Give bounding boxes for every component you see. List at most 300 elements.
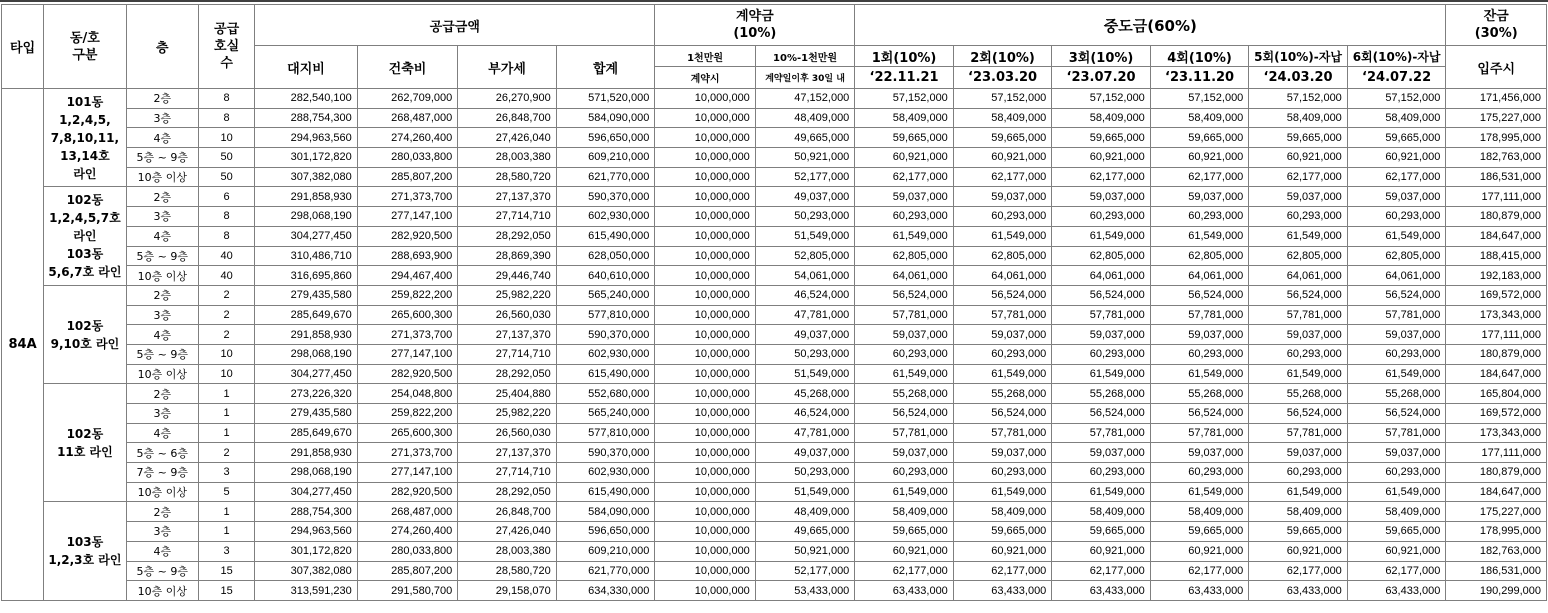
group-label: 101동 1,2,4,5, 7,8,10,11, 13,14호 라인	[44, 89, 126, 187]
table-row	[2, 502, 1547, 522]
col-m3: 3회(10%)	[1052, 46, 1151, 67]
deposit1-cell: 10,000,000	[655, 482, 756, 502]
land-cell: 316,695,860	[255, 266, 358, 286]
deposit2-cell: 46,524,000	[755, 285, 855, 305]
balance-cell: 186,531,000	[1446, 167, 1547, 187]
middle4-cell: 58,409,000	[1150, 108, 1249, 128]
total-cell: 628,050,000	[556, 246, 655, 266]
table-row	[2, 305, 1547, 325]
deposit2-cell: 49,665,000	[755, 522, 855, 542]
middle1-cell: 60,921,000	[855, 148, 954, 168]
group-label: 102동 1,2,4,5,7호 라인 103동 5,6,7호 라인	[44, 187, 126, 285]
land-cell: 304,277,450	[255, 364, 358, 384]
deposit1-cell: 10,000,000	[655, 502, 756, 522]
col-m1: 1회(10%)	[855, 46, 954, 67]
middle3-cell: 56,524,000	[1052, 404, 1151, 424]
table-header	[2, 5, 1547, 89]
table-row	[2, 285, 1547, 305]
middle3-cell: 60,921,000	[1052, 148, 1151, 168]
middle6-cell: 61,549,000	[1347, 226, 1446, 246]
units-cell: 3	[198, 463, 254, 483]
units-cell: 2	[198, 285, 254, 305]
total-cell: 602,930,000	[556, 344, 655, 364]
middle4-cell: 57,781,000	[1150, 423, 1249, 443]
total-cell: 596,650,000	[556, 128, 655, 148]
middle3-cell: 59,665,000	[1052, 128, 1151, 148]
middle1-cell: 61,549,000	[855, 226, 954, 246]
middle4-cell: 56,524,000	[1150, 285, 1249, 305]
units-cell: 40	[198, 266, 254, 286]
deposit1-cell: 10,000,000	[655, 404, 756, 424]
floor-cell: 3층	[126, 207, 198, 227]
balance-cell: 192,183,000	[1446, 266, 1547, 286]
total-cell: 584,090,000	[556, 108, 655, 128]
table-row	[2, 325, 1547, 345]
col-type: 타입	[2, 5, 44, 89]
deposit1-cell: 10,000,000	[655, 226, 756, 246]
middle1-cell: 63,433,000	[855, 581, 954, 601]
table-row	[2, 541, 1547, 561]
col-supply: 공급금액	[255, 5, 655, 46]
middle2-cell: 59,665,000	[953, 128, 1052, 148]
balance-cell: 184,647,000	[1446, 364, 1547, 384]
middle5-cell: 57,781,000	[1249, 305, 1348, 325]
table-row	[2, 581, 1547, 601]
land-cell: 301,172,820	[255, 541, 358, 561]
deposit1-cell: 10,000,000	[655, 89, 756, 109]
balance-cell: 177,111,000	[1446, 325, 1547, 345]
deposit1-cell: 10,000,000	[655, 325, 756, 345]
middle6-cell: 61,549,000	[1347, 482, 1446, 502]
middle5-cell: 59,037,000	[1249, 443, 1348, 463]
table-row	[2, 148, 1547, 168]
deposit2-cell: 52,805,000	[755, 246, 855, 266]
middle5-cell: 57,781,000	[1249, 423, 1348, 443]
middle2-cell: 61,549,000	[953, 364, 1052, 384]
balance-cell: 175,227,000	[1446, 108, 1547, 128]
units-cell: 8	[198, 108, 254, 128]
floor-cell: 5층 ~ 9층	[126, 246, 198, 266]
balance-cell: 180,879,000	[1446, 344, 1547, 364]
floor-cell: 4층	[126, 325, 198, 345]
middle4-cell: 62,177,000	[1150, 167, 1249, 187]
deposit2-cell: 50,293,000	[755, 344, 855, 364]
middle2-cell: 60,293,000	[953, 463, 1052, 483]
balance-cell: 177,111,000	[1446, 187, 1547, 207]
middle5-cell: 60,921,000	[1249, 541, 1348, 561]
deposit1-cell: 10,000,000	[655, 108, 756, 128]
deposit2-cell: 51,549,000	[755, 482, 855, 502]
balance-cell: 177,111,000	[1446, 443, 1547, 463]
floor-cell: 4층	[126, 226, 198, 246]
balance-cell: 190,299,000	[1446, 581, 1547, 601]
total-cell: 577,810,000	[556, 305, 655, 325]
land-cell: 298,068,190	[255, 207, 358, 227]
building-cell: 277,147,100	[357, 344, 458, 364]
deposit2-cell: 49,665,000	[755, 128, 855, 148]
floor-cell: 10층 이상	[126, 266, 198, 286]
units-cell: 15	[198, 561, 254, 581]
vat-cell: 26,270,900	[458, 89, 557, 109]
middle6-cell: 59,037,000	[1347, 325, 1446, 345]
middle4-cell: 59,665,000	[1150, 128, 1249, 148]
middle3-cell: 61,549,000	[1052, 226, 1151, 246]
units-cell: 3	[198, 541, 254, 561]
middle6-cell: 57,781,000	[1347, 423, 1446, 443]
middle2-cell: 59,665,000	[953, 522, 1052, 542]
middle4-cell: 62,177,000	[1150, 561, 1249, 581]
middle2-cell: 60,921,000	[953, 541, 1052, 561]
middle4-cell: 59,665,000	[1150, 522, 1249, 542]
col-deposit: 계약금 (10%)	[655, 5, 855, 46]
table-row	[2, 423, 1547, 443]
floor-cell: 2층	[126, 89, 198, 109]
col-m2: 2회(10%)	[953, 46, 1052, 67]
units-cell: 40	[198, 246, 254, 266]
col-vat: 부가세	[458, 46, 557, 89]
land-cell: 291,858,930	[255, 325, 358, 345]
table-row	[2, 561, 1547, 581]
middle2-cell: 60,293,000	[953, 207, 1052, 227]
units-cell: 8	[198, 89, 254, 109]
building-cell: 280,033,800	[357, 148, 458, 168]
col-deposit-1: 1천만원	[655, 46, 756, 67]
deposit2-cell: 48,409,000	[755, 502, 855, 522]
middle2-cell: 59,037,000	[953, 325, 1052, 345]
middle6-cell: 55,268,000	[1347, 384, 1446, 404]
middle3-cell: 60,921,000	[1052, 541, 1151, 561]
land-cell: 291,858,930	[255, 443, 358, 463]
deposit2-cell: 52,177,000	[755, 561, 855, 581]
middle2-cell: 57,781,000	[953, 423, 1052, 443]
building-cell: 271,373,700	[357, 187, 458, 207]
middle6-cell: 60,293,000	[1347, 207, 1446, 227]
vat-cell: 28,292,050	[458, 364, 557, 384]
balance-cell: 184,647,000	[1446, 226, 1547, 246]
floor-cell: 3층	[126, 404, 198, 424]
deposit1-cell: 10,000,000	[655, 541, 756, 561]
middle1-cell: 61,549,000	[855, 482, 954, 502]
col-m6: 6회(10%)-자납	[1347, 46, 1446, 67]
middle6-cell: 60,921,000	[1347, 541, 1446, 561]
middle4-cell: 60,293,000	[1150, 207, 1249, 227]
deposit1-cell: 10,000,000	[655, 246, 756, 266]
middle1-cell: 56,524,000	[855, 404, 954, 424]
middle1-cell: 57,781,000	[855, 305, 954, 325]
total-cell: 621,770,000	[556, 561, 655, 581]
col-m1-date: ‘22.11.21	[855, 67, 954, 89]
middle1-cell: 59,037,000	[855, 187, 954, 207]
total-cell: 634,330,000	[556, 581, 655, 601]
deposit2-cell: 50,293,000	[755, 463, 855, 483]
col-middle: 중도금(60%)	[855, 5, 1446, 46]
floor-cell: 3층	[126, 522, 198, 542]
land-cell: 294,963,560	[255, 128, 358, 148]
units-cell: 10	[198, 344, 254, 364]
vat-cell: 25,982,220	[458, 404, 557, 424]
col-deposit-2-when: 계약일이후 30일 내	[755, 67, 855, 89]
middle6-cell: 60,293,000	[1347, 463, 1446, 483]
middle2-cell: 63,433,000	[953, 581, 1052, 601]
middle2-cell: 57,152,000	[953, 89, 1052, 109]
building-cell: 265,600,300	[357, 423, 458, 443]
land-cell: 301,172,820	[255, 148, 358, 168]
land-cell: 288,754,300	[255, 502, 358, 522]
col-balance: 잔금 (30%)	[1446, 5, 1547, 46]
land-cell: 285,649,670	[255, 305, 358, 325]
middle2-cell: 57,781,000	[953, 305, 1052, 325]
land-cell: 298,068,190	[255, 463, 358, 483]
floor-cell: 2층	[126, 285, 198, 305]
deposit1-cell: 10,000,000	[655, 364, 756, 384]
middle3-cell: 59,665,000	[1052, 522, 1151, 542]
middle1-cell: 56,524,000	[855, 285, 954, 305]
col-deposit-2: 10%-1천만원	[755, 46, 855, 67]
middle3-cell: 62,177,000	[1052, 561, 1151, 581]
col-m4-date: ‘23.11.20	[1150, 67, 1249, 89]
middle4-cell: 61,549,000	[1150, 482, 1249, 502]
middle5-cell: 62,177,000	[1249, 561, 1348, 581]
middle2-cell: 61,549,000	[953, 226, 1052, 246]
deposit1-cell: 10,000,000	[655, 266, 756, 286]
table-row	[2, 404, 1547, 424]
table-row	[2, 522, 1547, 542]
middle5-cell: 60,293,000	[1249, 207, 1348, 227]
balance-cell: 186,531,000	[1446, 561, 1547, 581]
floor-cell: 10층 이상	[126, 482, 198, 502]
building-cell: 268,487,000	[357, 502, 458, 522]
col-floor: 층	[126, 5, 198, 89]
middle5-cell: 61,549,000	[1249, 364, 1348, 384]
units-cell: 1	[198, 502, 254, 522]
middle2-cell: 58,409,000	[953, 108, 1052, 128]
floor-cell: 10층 이상	[126, 581, 198, 601]
middle6-cell: 57,781,000	[1347, 305, 1446, 325]
deposit1-cell: 10,000,000	[655, 443, 756, 463]
middle6-cell: 60,293,000	[1347, 344, 1446, 364]
balance-cell: 171,456,000	[1446, 89, 1547, 109]
units-cell: 2	[198, 443, 254, 463]
land-cell: 313,591,230	[255, 581, 358, 601]
middle5-cell: 62,805,000	[1249, 246, 1348, 266]
middle1-cell: 58,409,000	[855, 502, 954, 522]
building-cell: 282,920,500	[357, 482, 458, 502]
balance-cell: 184,647,000	[1446, 482, 1547, 502]
middle1-cell: 57,781,000	[855, 423, 954, 443]
building-cell: 274,260,400	[357, 128, 458, 148]
building-cell: 271,373,700	[357, 443, 458, 463]
middle5-cell: 59,037,000	[1249, 187, 1348, 207]
middle6-cell: 59,665,000	[1347, 128, 1446, 148]
middle6-cell: 58,409,000	[1347, 108, 1446, 128]
vat-cell: 26,560,030	[458, 305, 557, 325]
units-cell: 50	[198, 167, 254, 187]
middle6-cell: 62,177,000	[1347, 167, 1446, 187]
total-cell: 602,930,000	[556, 207, 655, 227]
middle6-cell: 56,524,000	[1347, 285, 1446, 305]
vat-cell: 29,158,070	[458, 581, 557, 601]
group-label: 103동 1,2,3호 라인	[44, 502, 126, 600]
deposit1-cell: 10,000,000	[655, 167, 756, 187]
land-cell: 282,540,100	[255, 89, 358, 109]
total-cell: 590,370,000	[556, 325, 655, 345]
deposit2-cell: 53,433,000	[755, 581, 855, 601]
middle3-cell: 58,409,000	[1052, 108, 1151, 128]
middle5-cell: 60,293,000	[1249, 463, 1348, 483]
land-cell: 288,754,300	[255, 108, 358, 128]
middle3-cell: 57,781,000	[1052, 423, 1151, 443]
floor-cell: 3층	[126, 305, 198, 325]
balance-cell: 178,995,000	[1446, 128, 1547, 148]
middle5-cell: 57,152,000	[1249, 89, 1348, 109]
units-cell: 1	[198, 522, 254, 542]
total-cell: 615,490,000	[556, 482, 655, 502]
middle4-cell: 58,409,000	[1150, 502, 1249, 522]
middle5-cell: 62,177,000	[1249, 167, 1348, 187]
vat-cell: 29,446,740	[458, 266, 557, 286]
building-cell: 285,807,200	[357, 561, 458, 581]
units-cell: 50	[198, 148, 254, 168]
middle4-cell: 61,549,000	[1150, 226, 1249, 246]
land-cell: 285,649,670	[255, 423, 358, 443]
middle1-cell: 59,037,000	[855, 325, 954, 345]
balance-cell: 178,995,000	[1446, 522, 1547, 542]
middle6-cell: 62,805,000	[1347, 246, 1446, 266]
middle1-cell: 59,037,000	[855, 443, 954, 463]
balance-cell: 180,879,000	[1446, 207, 1547, 227]
col-land: 대지비	[255, 46, 358, 89]
middle5-cell: 56,524,000	[1249, 404, 1348, 424]
vat-cell: 28,292,050	[458, 482, 557, 502]
middle3-cell: 57,781,000	[1052, 305, 1151, 325]
building-cell: 288,693,900	[357, 246, 458, 266]
vat-cell: 27,714,710	[458, 463, 557, 483]
total-cell: 609,210,000	[556, 541, 655, 561]
land-cell: 307,382,080	[255, 561, 358, 581]
middle2-cell: 59,037,000	[953, 187, 1052, 207]
building-cell: 268,487,000	[357, 108, 458, 128]
floor-cell: 4층	[126, 541, 198, 561]
floor-cell: 10층 이상	[126, 364, 198, 384]
building-cell: 262,709,000	[357, 89, 458, 109]
total-cell: 640,610,000	[556, 266, 655, 286]
building-cell: 282,920,500	[357, 364, 458, 384]
units-cell: 6	[198, 187, 254, 207]
total-cell: 571,520,000	[556, 89, 655, 109]
land-cell: 310,486,710	[255, 246, 358, 266]
deposit2-cell: 51,549,000	[755, 364, 855, 384]
middle4-cell: 60,293,000	[1150, 344, 1249, 364]
land-cell: 273,226,320	[255, 384, 358, 404]
middle1-cell: 59,665,000	[855, 522, 954, 542]
middle3-cell: 63,433,000	[1052, 581, 1151, 601]
middle3-cell: 56,524,000	[1052, 285, 1151, 305]
units-cell: 8	[198, 226, 254, 246]
middle3-cell: 61,549,000	[1052, 364, 1151, 384]
deposit1-cell: 10,000,000	[655, 128, 756, 148]
col-m2-date: ‘23.03.20	[953, 67, 1052, 89]
middle4-cell: 59,037,000	[1150, 325, 1249, 345]
deposit2-cell: 50,921,000	[755, 541, 855, 561]
total-cell: 596,650,000	[556, 522, 655, 542]
table-row	[2, 89, 1547, 109]
units-cell: 1	[198, 384, 254, 404]
deposit2-cell: 51,549,000	[755, 226, 855, 246]
middle3-cell: 59,037,000	[1052, 325, 1151, 345]
middle1-cell: 64,061,000	[855, 266, 954, 286]
total-cell: 565,240,000	[556, 404, 655, 424]
deposit2-cell: 54,061,000	[755, 266, 855, 286]
floor-cell: 4층	[126, 423, 198, 443]
col-total: 합계	[556, 46, 655, 89]
floor-cell: 2층	[126, 502, 198, 522]
table-row	[2, 246, 1547, 266]
middle3-cell: 64,061,000	[1052, 266, 1151, 286]
table-row	[2, 266, 1547, 286]
col-balance-when: 입주시	[1446, 46, 1547, 89]
building-cell: 259,822,200	[357, 404, 458, 424]
middle3-cell: 62,805,000	[1052, 246, 1151, 266]
col-deposit-1-when: 계약시	[655, 67, 756, 89]
middle5-cell: 60,293,000	[1249, 344, 1348, 364]
floor-cell: 4층	[126, 128, 198, 148]
middle3-cell: 60,293,000	[1052, 463, 1151, 483]
deposit2-cell: 49,037,000	[755, 443, 855, 463]
balance-cell: 188,415,000	[1446, 246, 1547, 266]
land-cell: 279,435,580	[255, 404, 358, 424]
middle2-cell: 59,037,000	[953, 443, 1052, 463]
vat-cell: 27,714,710	[458, 344, 557, 364]
total-cell: 590,370,000	[556, 187, 655, 207]
middle5-cell: 59,037,000	[1249, 325, 1348, 345]
middle2-cell: 62,177,000	[953, 167, 1052, 187]
land-cell: 294,963,560	[255, 522, 358, 542]
deposit1-cell: 10,000,000	[655, 207, 756, 227]
vat-cell: 28,003,380	[458, 541, 557, 561]
table-row	[2, 482, 1547, 502]
middle5-cell: 58,409,000	[1249, 502, 1348, 522]
middle6-cell: 57,152,000	[1347, 89, 1446, 109]
deposit1-cell: 10,000,000	[655, 561, 756, 581]
supply-price-table	[1, 4, 1547, 601]
group-label: 102동 9,10호 라인	[44, 285, 126, 383]
table-row	[2, 187, 1547, 207]
balance-cell: 182,763,000	[1446, 541, 1547, 561]
middle1-cell: 57,152,000	[855, 89, 954, 109]
building-cell: 254,048,800	[357, 384, 458, 404]
middle6-cell: 60,921,000	[1347, 148, 1446, 168]
middle1-cell: 61,549,000	[855, 364, 954, 384]
units-cell: 1	[198, 423, 254, 443]
vat-cell: 28,580,720	[458, 561, 557, 581]
middle3-cell: 60,293,000	[1052, 344, 1151, 364]
deposit1-cell: 10,000,000	[655, 148, 756, 168]
deposit1-cell: 10,000,000	[655, 384, 756, 404]
middle5-cell: 58,409,000	[1249, 108, 1348, 128]
middle1-cell: 58,409,000	[855, 108, 954, 128]
deposit2-cell: 50,293,000	[755, 207, 855, 227]
balance-cell: 173,343,000	[1446, 423, 1547, 443]
middle2-cell: 61,549,000	[953, 482, 1052, 502]
deposit2-cell: 49,037,000	[755, 325, 855, 345]
building-cell: 282,920,500	[357, 226, 458, 246]
middle4-cell: 56,524,000	[1150, 404, 1249, 424]
deposit2-cell: 45,268,000	[755, 384, 855, 404]
table-row	[2, 128, 1547, 148]
middle6-cell: 59,037,000	[1347, 187, 1446, 207]
middle4-cell: 60,293,000	[1150, 463, 1249, 483]
floor-cell: 2층	[126, 187, 198, 207]
